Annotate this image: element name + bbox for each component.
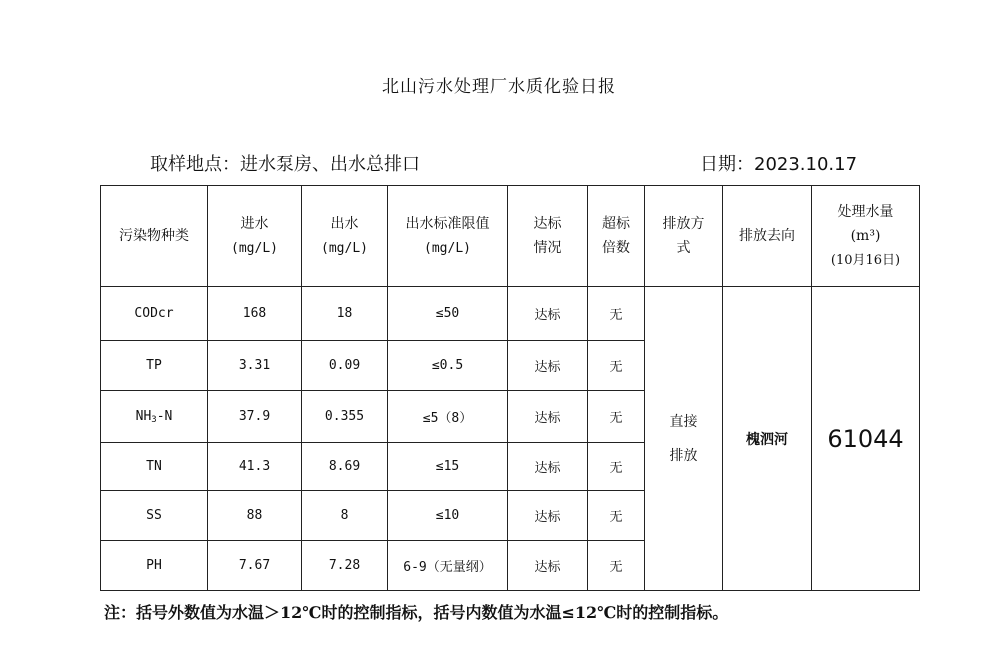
inflow-value: 3.31 bbox=[208, 341, 302, 391]
limit-value: 6-9（无量纲） bbox=[388, 541, 508, 591]
status-value: 达标 bbox=[508, 443, 588, 491]
inflow-value: 88 bbox=[208, 491, 302, 541]
water-quality-table bbox=[100, 185, 920, 591]
pollutant-name: SS bbox=[101, 491, 208, 541]
pollutant-name: CODcr bbox=[101, 287, 208, 341]
report-title: 北山污水处理厂水质化验日报 bbox=[382, 77, 616, 97]
header-inflow: 进水 (mg/L) bbox=[208, 186, 302, 287]
header-exceed: 超标 倍数 bbox=[588, 186, 645, 287]
outflow-value: 0.355 bbox=[302, 391, 388, 443]
header-status: 达标 情况 bbox=[508, 186, 588, 287]
inflow-value: 7.67 bbox=[208, 541, 302, 591]
outflow-value: 7.28 bbox=[302, 541, 388, 591]
limit-value: ≤5（8） bbox=[388, 391, 508, 443]
exceed-value: 无 bbox=[588, 341, 645, 391]
status-value: 达标 bbox=[508, 391, 588, 443]
limit-value: ≤0.5 bbox=[388, 341, 508, 391]
header-method: 排放方 式 bbox=[645, 186, 723, 287]
header-volume: 处理水量 (m³) (10月16日) bbox=[812, 186, 920, 287]
inflow-value: 41.3 bbox=[208, 443, 302, 491]
exceed-value: 无 bbox=[588, 391, 645, 443]
outflow-value: 0.09 bbox=[302, 341, 388, 391]
limit-value: ≤10 bbox=[388, 491, 508, 541]
discharge-destination: 槐泗河 bbox=[723, 287, 812, 591]
status-value: 达标 bbox=[508, 541, 588, 591]
inflow-value: 168 bbox=[208, 287, 302, 341]
exceed-value: 无 bbox=[588, 541, 645, 591]
exceed-value: 无 bbox=[588, 287, 645, 341]
discharge-method: 直接 排放 bbox=[645, 287, 723, 591]
limit-value: ≤50 bbox=[388, 287, 508, 341]
inflow-value: 37.9 bbox=[208, 391, 302, 443]
sampling-location: 取样地点：进水泵房、出水总排口 bbox=[150, 154, 420, 175]
header-row bbox=[101, 186, 920, 287]
report-date: 日期：2023.10.17 bbox=[700, 154, 858, 175]
pollutant-name: TP bbox=[101, 341, 208, 391]
header-type: 污染物种类 bbox=[101, 186, 208, 287]
header-destination: 排放去向 bbox=[723, 186, 812, 287]
table-row bbox=[101, 287, 920, 341]
exceed-value: 无 bbox=[588, 491, 645, 541]
treated-volume: 61044 bbox=[812, 287, 920, 591]
pollutant-name: TN bbox=[101, 443, 208, 491]
limit-value: ≤15 bbox=[388, 443, 508, 491]
outflow-value: 8.69 bbox=[302, 443, 388, 491]
pollutant-name: $NH_3-N$ bbox=[101, 391, 208, 443]
footnote: 注：括号外数值为水温＞12℃时的控制指标，括号内数值为水温≤12℃时的控制指标。 bbox=[104, 603, 729, 622]
status-value: 达标 bbox=[508, 287, 588, 341]
header-outflow: 出水 (mg/L) bbox=[302, 186, 388, 287]
status-value: 达标 bbox=[508, 341, 588, 391]
header-limit: 出水标准限值 (mg/L) bbox=[388, 186, 508, 287]
outflow-value: 8 bbox=[302, 491, 388, 541]
pollutant-name: PH bbox=[101, 541, 208, 591]
exceed-value: 无 bbox=[588, 443, 645, 491]
outflow-value: 18 bbox=[302, 287, 388, 341]
status-value: 达标 bbox=[508, 491, 588, 541]
